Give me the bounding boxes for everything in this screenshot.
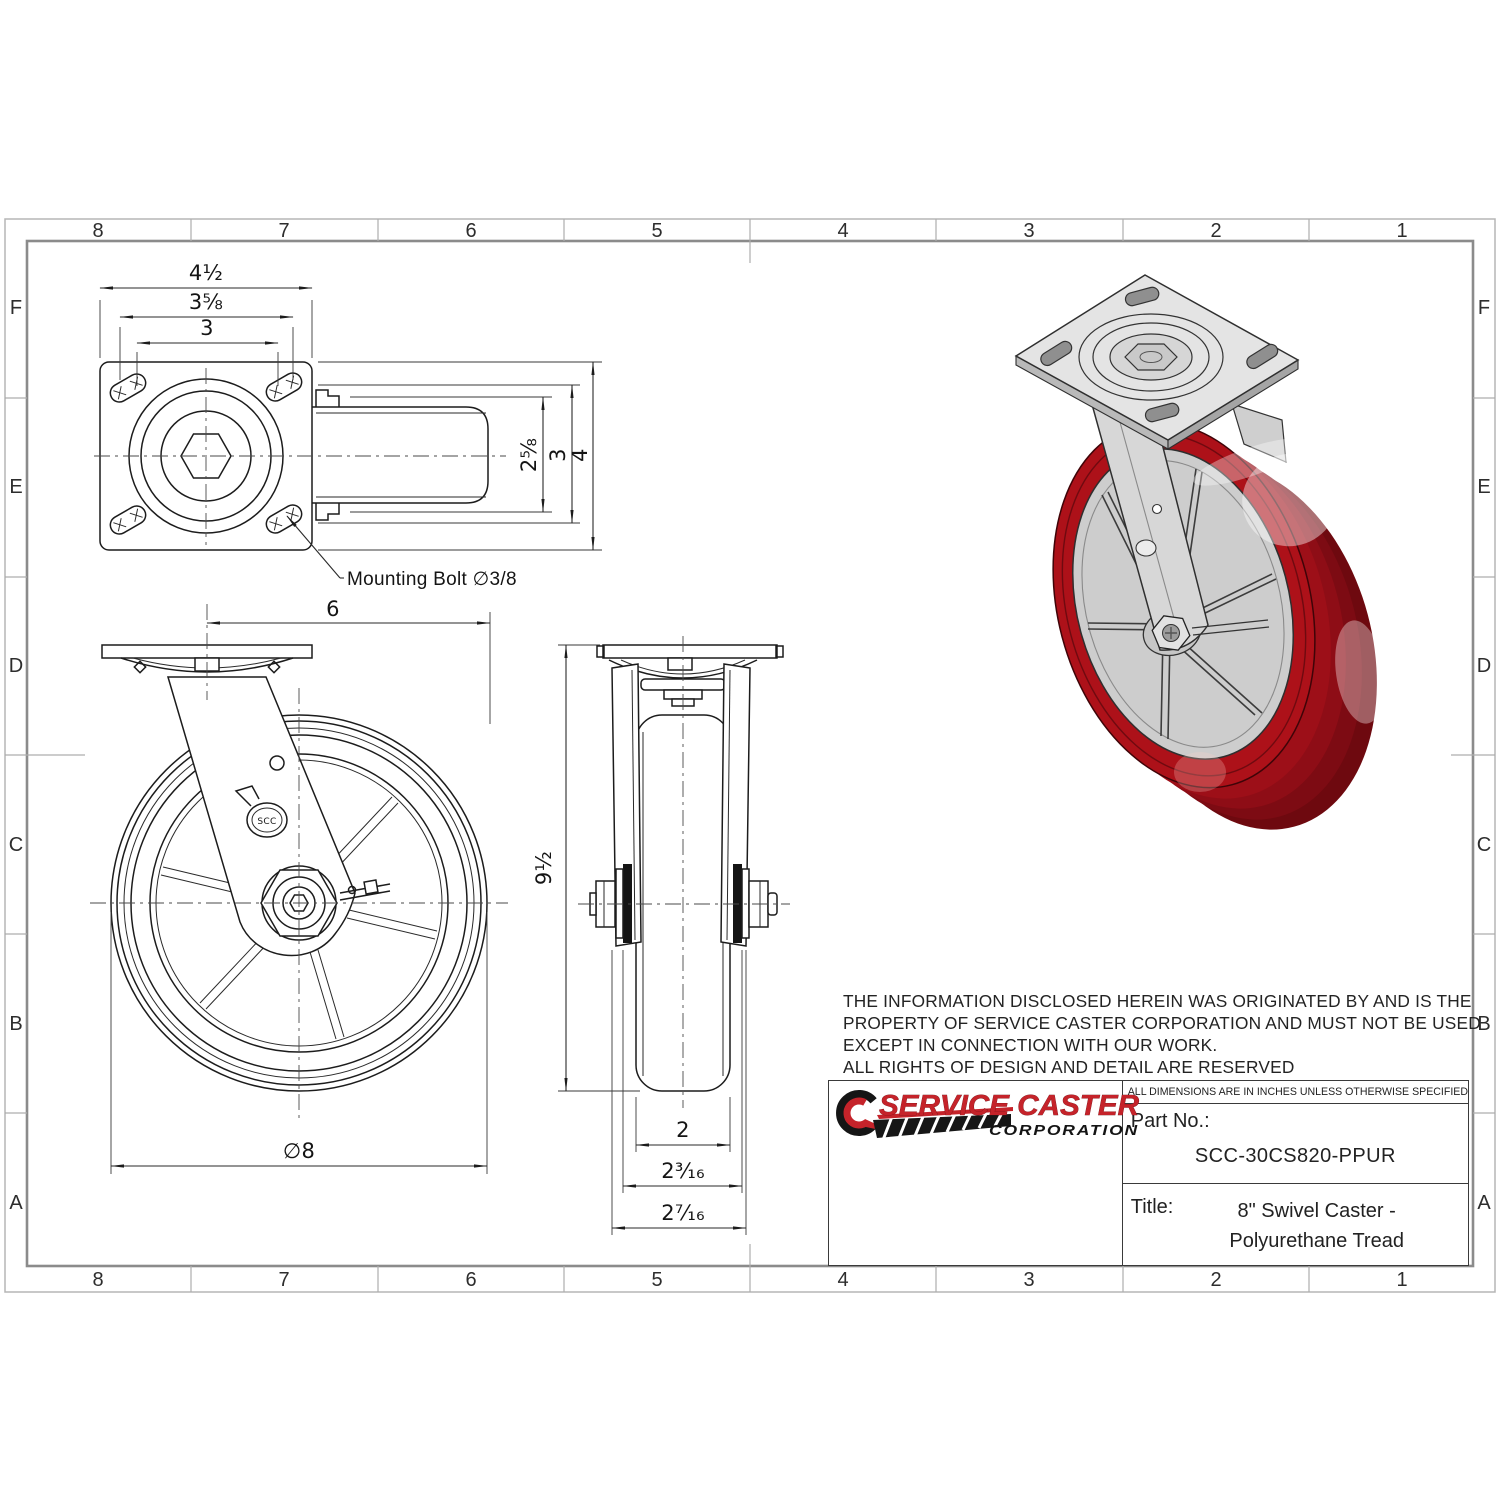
side-view: [532, 636, 790, 1235]
company-logo: [833, 1086, 1145, 1140]
dim-hub-face: 2³⁄₁₆: [661, 1159, 705, 1183]
dim-wheel-face: 2⅝: [517, 437, 541, 473]
zone-row: F: [9, 297, 23, 319]
zone-col: 1: [1396, 220, 1408, 242]
bearing-seal: [623, 864, 632, 943]
zone-col: 7: [278, 220, 290, 242]
fork-hole-3d: [1153, 505, 1162, 514]
dim-plate-width: 4½: [188, 261, 224, 285]
part-no-cell: [1123, 1104, 1468, 1184]
title-block-fields: [1123, 1081, 1468, 1265]
zone-col: 5: [651, 1269, 663, 1291]
dim-bolt-inner: 3: [200, 316, 214, 340]
mounting-bolt-label: Mounting Bolt ∅3/8: [347, 569, 517, 590]
part-no-value: SCC-30CS820-PPUR: [1194, 1145, 1396, 1167]
iso-view: [1014, 275, 1416, 859]
hub-tag-text: SCC: [257, 817, 277, 827]
zone-col: 1: [1396, 1269, 1408, 1291]
front-view: [90, 597, 508, 1174]
title-line-1: 8" Swivel Caster -: [1237, 1200, 1396, 1222]
title-label: Title:: [1130, 1196, 1174, 1218]
dim-swivel-radius: 6: [326, 597, 340, 621]
logo-text: SERVICE CASTER: [879, 1090, 1140, 1122]
dim-wheel-diameter: ∅8: [282, 1139, 316, 1163]
zone-row: C: [1476, 834, 1492, 856]
zone-row: C: [8, 834, 24, 856]
title-line-2: Polyurethane Tread: [1229, 1230, 1404, 1252]
legal-notes: [843, 991, 1481, 1077]
zone-col: 6: [465, 1269, 477, 1291]
title-cell: [1123, 1184, 1468, 1265]
zone-col: 3: [1023, 1269, 1035, 1291]
dim-overall-height: 9½: [532, 850, 556, 886]
top-view: [94, 261, 602, 590]
legal-line: ALL RIGHTS OF DESIGN AND DETAIL ARE RESERVED: [843, 1057, 1295, 1077]
part-no-label: Part No.:: [1130, 1110, 1210, 1132]
zone-col: 2: [1210, 220, 1222, 242]
dim-swivel-section: 3: [546, 448, 570, 462]
zone-col: 2: [1210, 1269, 1222, 1291]
dim-plate-depth: 4: [568, 448, 592, 462]
scc-tag-3d: [1136, 540, 1156, 556]
zone-row: B: [9, 1013, 23, 1035]
zone-col: 5: [651, 220, 663, 242]
bearing-seal: [733, 864, 742, 943]
dim-overall-width: 2⁷⁄₁₆: [661, 1201, 705, 1225]
dimensions-note: ALL DIMENSIONS ARE IN INCHES UNLESS OTHERWISE SPECIFIED: [1123, 1081, 1468, 1104]
title-block-logo-cell: [829, 1081, 1140, 1265]
zone-row: D: [1476, 655, 1492, 677]
zone-row: E: [9, 476, 23, 498]
zone-col: 3: [1023, 220, 1035, 242]
plate-edge-side: [603, 645, 777, 658]
zone-col: 6: [465, 220, 477, 242]
zone-col: 7: [278, 1269, 290, 1291]
dim-bolt-outer: 3⅝: [188, 290, 224, 314]
legal-line: PROPERTY OF SERVICE CASTER CORPORATION AND MUST NOT BE USED: [843, 1013, 1481, 1033]
zone-row: D: [8, 655, 24, 677]
title-block: [828, 1080, 1469, 1266]
zone-row: E: [1477, 476, 1491, 498]
zone-col: 8: [92, 1269, 104, 1291]
zone-row: A: [1477, 1192, 1491, 1214]
legal-line: THE INFORMATION DISCLOSED HEREIN WAS ORIGINATED BY AND IS THE: [843, 991, 1472, 1011]
zone-col: 4: [837, 1269, 849, 1291]
legal-line: EXCEPT IN CONNECTION WITH OUR WORK.: [843, 1035, 1218, 1055]
logo-subtext: CORPORATION: [989, 1123, 1139, 1139]
zone-row: A: [9, 1192, 23, 1214]
zone-col: 8: [92, 220, 104, 242]
zone-row: F: [1477, 297, 1491, 319]
dim-tread-width: 2: [676, 1118, 690, 1142]
zone-col: 4: [837, 220, 849, 242]
title-value: [1173, 1196, 1460, 1265]
wheel-top-outline: [312, 407, 488, 503]
zone-row: B: [1477, 1013, 1491, 1035]
